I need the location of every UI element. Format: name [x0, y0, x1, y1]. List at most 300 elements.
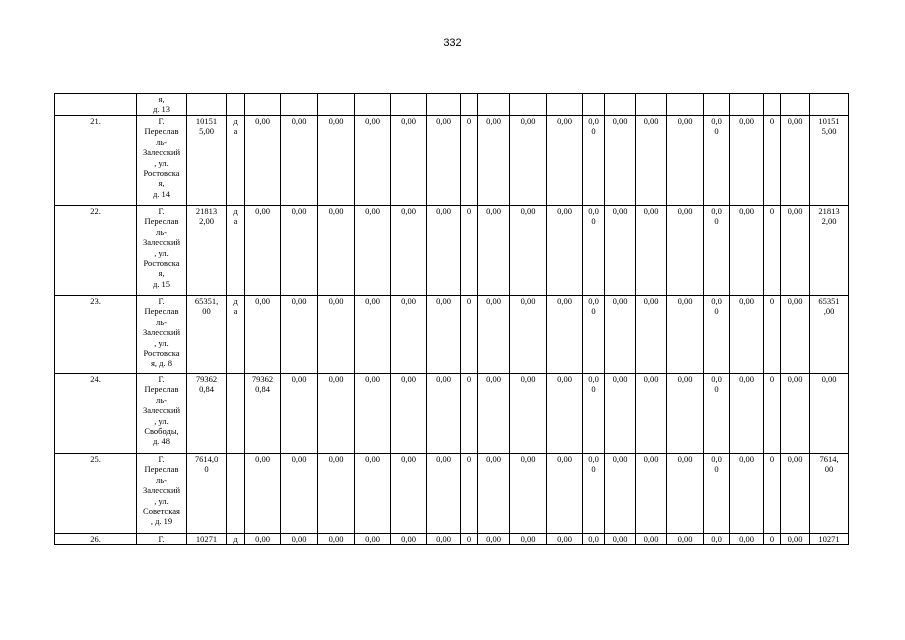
- value-cell: [478, 206, 510, 296]
- value-cell: [355, 374, 391, 454]
- value-cell-line: 0,00: [677, 454, 693, 464]
- value-cell-line: 0,0: [711, 534, 722, 544]
- value-cell-line: 0,00: [739, 374, 754, 384]
- value-cell: [318, 206, 355, 296]
- area-cell-line: 0,84: [199, 384, 214, 395]
- address-cell-line: Г.: [158, 534, 165, 544]
- value-cell: [547, 206, 583, 296]
- area-cell-line: 2,00: [199, 216, 214, 227]
- value-cell-line: 0,00: [365, 454, 380, 464]
- value-cell: [461, 374, 478, 454]
- value-cell-line: 0,00: [520, 116, 536, 126]
- value-cell-line: 0,00: [677, 206, 693, 216]
- value-cell-line: 0: [769, 454, 775, 464]
- value-cell: [391, 94, 427, 116]
- value-cell-line: 0,00: [365, 374, 380, 384]
- value-cell: [704, 116, 730, 206]
- row-number-cell: [55, 296, 137, 374]
- value-cell-line: 0,0: [588, 116, 599, 126]
- address-cell-line: Залесский: [142, 147, 181, 158]
- area-cell-line: 10271: [195, 534, 218, 544]
- value-cell-line: 0,00: [612, 374, 628, 384]
- flag-cell: [227, 206, 245, 296]
- value-cell-line: 0,0: [588, 374, 599, 384]
- value-cell-line: 0,00: [739, 534, 754, 544]
- address-cell-line: ль-: [156, 316, 167, 327]
- row-number-cell: [55, 116, 137, 206]
- value-cell-line: 0,00: [557, 454, 572, 464]
- value-cell: [583, 454, 605, 534]
- value-cell: [510, 296, 547, 374]
- flag-cell-line: д: [233, 296, 238, 306]
- value-cell: [318, 296, 355, 374]
- row-number-cell: [55, 206, 137, 296]
- value-cell-line: 0,0: [711, 296, 722, 306]
- value-cell: [245, 296, 281, 374]
- address-cell: [137, 116, 187, 206]
- value-cell: [730, 206, 764, 296]
- value-cell: [781, 296, 810, 374]
- area-cell: [187, 206, 227, 296]
- value-cell-line: 0,00: [255, 534, 270, 544]
- address-cell-line: Залесский: [142, 237, 181, 248]
- value-cell-line: 0: [769, 116, 775, 126]
- value-cell: [391, 534, 427, 545]
- value-cell-line: 0,00: [520, 374, 536, 384]
- value-cell-line: 0,00: [486, 206, 501, 216]
- area-cell: [187, 296, 227, 374]
- address-cell-line: Советская: [143, 506, 180, 517]
- value-cell: [667, 296, 704, 374]
- value-cell: [704, 374, 730, 454]
- value-cell-line: 0,00: [401, 206, 416, 216]
- value-cell: [281, 94, 318, 116]
- value-cell: [245, 206, 281, 296]
- flag-cell-line: д: [233, 116, 238, 126]
- value-cell: [510, 116, 547, 206]
- value-cell-line: 0: [591, 384, 596, 395]
- value-cell: [355, 206, 391, 296]
- value-cell-line: 0: [714, 126, 719, 137]
- flag-cell: [227, 116, 245, 206]
- value-cell: [730, 94, 764, 116]
- value-cell-line: 0,00: [486, 374, 501, 384]
- value-cell: [461, 116, 478, 206]
- total-cell-line: 2,00: [821, 216, 837, 227]
- value-cell: [704, 94, 730, 116]
- value-cell: [583, 374, 605, 454]
- flag-cell: [227, 94, 245, 116]
- value-cell-line: 0,00: [255, 116, 270, 126]
- value-cell-line: 0,00: [739, 296, 754, 306]
- value-cell-line: 0,00: [291, 534, 307, 544]
- value-cell: [355, 534, 391, 545]
- row-number-cell-line: 25.: [90, 454, 101, 464]
- value-cell-line: 0,00: [557, 296, 572, 306]
- value-cell-line: 0,00: [255, 454, 270, 464]
- address-cell-line: , д. 19: [150, 516, 173, 527]
- value-cell: [318, 116, 355, 206]
- value-cell: [764, 374, 781, 454]
- value-cell: [667, 374, 704, 454]
- total-cell-line: 10151: [818, 116, 840, 126]
- value-cell: [730, 374, 764, 454]
- total-cell-line: 7614,: [819, 454, 839, 464]
- address-cell-line: Ростовска: [143, 348, 180, 359]
- value-cell: [245, 454, 281, 534]
- value-cell: [427, 534, 461, 545]
- value-cell: [547, 374, 583, 454]
- value-cell-line: 0,00: [436, 206, 451, 216]
- address-cell: [137, 206, 187, 296]
- value-cell-line: 0: [591, 306, 596, 317]
- address-cell-line: , ул.: [154, 337, 169, 348]
- total-cell: [810, 94, 849, 116]
- area-cell: [187, 94, 227, 116]
- value-cell: [583, 296, 605, 374]
- value-cell: [427, 206, 461, 296]
- address-cell: [137, 534, 187, 545]
- value-cell: [636, 206, 667, 296]
- value-cell-line: 0,00: [643, 206, 659, 216]
- value-cell-line: 0,00: [328, 206, 344, 216]
- address-cell-line: я, д. 8: [151, 358, 172, 369]
- value-cell: [667, 94, 704, 116]
- value-cell-line: 0,00: [486, 454, 501, 464]
- area-cell-line: 5,00: [199, 126, 214, 137]
- address-cell-line: д. 13: [152, 104, 171, 115]
- value-cell-line: 0: [714, 216, 719, 227]
- address-cell-line: , ул.: [154, 247, 169, 258]
- value-cell: [427, 116, 461, 206]
- value-cell-line: 0,00: [520, 296, 536, 306]
- value-cell: [667, 534, 704, 545]
- value-cell-line: 0,00: [787, 116, 803, 126]
- address-cell-line: Залесский: [142, 405, 181, 416]
- value-cell: [318, 534, 355, 545]
- value-cell: [704, 206, 730, 296]
- value-cell-line: 0: [714, 384, 719, 395]
- value-cell: [781, 94, 810, 116]
- total-cell-line: 65351: [818, 296, 840, 306]
- flag-cell-line: а: [233, 126, 238, 137]
- value-cell-line: 0,00: [612, 534, 628, 544]
- value-cell-line: 0,00: [643, 296, 659, 306]
- value-cell-line: 0: [591, 216, 596, 227]
- address-cell-line: ль-: [156, 394, 167, 405]
- value-cell: [764, 94, 781, 116]
- address-cell-line: Г.: [158, 296, 165, 306]
- address-cell-line: я,: [158, 178, 165, 189]
- value-cell: [245, 94, 281, 116]
- value-cell: [281, 454, 318, 534]
- table-row: [55, 206, 849, 296]
- value-cell-line: 0,00: [787, 454, 803, 464]
- value-cell: [730, 454, 764, 534]
- value-cell: [781, 116, 810, 206]
- value-cell-line: 0,0: [711, 454, 722, 464]
- value-cell: [391, 374, 427, 454]
- address-cell-line: Г.: [158, 116, 165, 126]
- value-cell-line: 0,00: [436, 116, 451, 126]
- address-cell-line: Ростовска: [143, 168, 180, 179]
- value-cell-line: 0,00: [436, 296, 451, 306]
- value-cell: [391, 206, 427, 296]
- total-cell: [810, 534, 849, 545]
- value-cell-line: 0,00: [401, 534, 416, 544]
- value-cell-line: 0,00: [328, 534, 344, 544]
- value-cell: [636, 374, 667, 454]
- value-cell: [245, 534, 281, 545]
- value-cell-line: 0,0: [588, 534, 599, 544]
- address-cell-line: , ул.: [154, 415, 169, 426]
- value-cell: [764, 296, 781, 374]
- address-cell-line: , ул.: [154, 495, 169, 506]
- value-cell-line: 0,00: [739, 116, 754, 126]
- value-cell: [605, 116, 636, 206]
- value-cell-line: 0,00: [557, 206, 572, 216]
- address-cell-line: ль-: [156, 226, 167, 237]
- value-cell: [547, 454, 583, 534]
- value-cell: [461, 534, 478, 545]
- address-cell: [137, 94, 187, 116]
- value-cell: [636, 534, 667, 545]
- address-cell-line: ль-: [156, 136, 167, 147]
- value-cell-line: 0: [769, 374, 775, 384]
- total-cell: [810, 454, 849, 534]
- flag-cell-line: д: [233, 534, 238, 544]
- address-cell-line: Ростовска: [143, 258, 180, 269]
- value-cell-line: 0: [466, 374, 472, 384]
- address-cell-line: , ул.: [154, 157, 169, 168]
- value-cell: [583, 94, 605, 116]
- value-cell: [478, 116, 510, 206]
- value-cell: [391, 116, 427, 206]
- total-cell-line: 5,00: [821, 126, 837, 137]
- value-cell-line: 0: [466, 296, 472, 306]
- value-cell: [355, 116, 391, 206]
- value-cell: [281, 374, 318, 454]
- address-cell-line: Залесский: [142, 485, 181, 496]
- value-cell-line: 0,00: [486, 534, 501, 544]
- value-cell: [547, 116, 583, 206]
- value-cell-line: 0,0: [711, 374, 722, 384]
- value-cell: [318, 94, 355, 116]
- value-cell-line: 0,00: [787, 534, 803, 544]
- value-cell: [318, 374, 355, 454]
- address-cell-line: д. 48: [152, 436, 171, 447]
- value-cell: [781, 454, 810, 534]
- value-cell-line: 0: [769, 206, 775, 216]
- value-cell: [478, 534, 510, 545]
- value-cell-line: 0,00: [486, 116, 501, 126]
- total-cell-line: 0,00: [821, 374, 837, 384]
- value-cell: [781, 374, 810, 454]
- value-cell-line: 0,00: [643, 116, 659, 126]
- value-cell-line: 0: [769, 534, 775, 544]
- row-number-cell-line: 24.: [90, 374, 101, 384]
- total-cell-line: ,00: [823, 306, 835, 317]
- area-cell: [187, 454, 227, 534]
- flag-cell: [227, 534, 245, 545]
- value-cell-line: 0,00: [365, 296, 380, 306]
- value-cell-line: 0,00: [643, 534, 659, 544]
- value-cell-line: 0,00: [557, 116, 572, 126]
- value-cell: [355, 296, 391, 374]
- address-cell-line: Г.: [158, 374, 165, 384]
- table-row: [55, 296, 849, 374]
- value-cell: [605, 296, 636, 374]
- row-number-cell-line: 22.: [90, 206, 101, 216]
- value-cell-line: 0: [466, 206, 472, 216]
- value-cell: [764, 206, 781, 296]
- value-cell-line: 0,00: [436, 374, 451, 384]
- value-cell-line: 0,00: [436, 454, 451, 464]
- row-number-cell: [55, 454, 137, 534]
- value-cell-line: 0,00: [557, 534, 572, 544]
- value-cell-line: 0,00: [401, 116, 416, 126]
- value-cell-line: 0,0: [588, 206, 599, 216]
- value-cell-line: 0,00: [328, 454, 344, 464]
- value-cell: [547, 534, 583, 545]
- row-number-cell: [55, 534, 137, 545]
- value-cell: [667, 116, 704, 206]
- value-cell: [636, 94, 667, 116]
- value-cell-line: 0: [466, 454, 472, 464]
- value-cell: [636, 116, 667, 206]
- value-cell-line: 0,0: [711, 206, 722, 216]
- value-cell-line: 0,84: [255, 384, 270, 395]
- value-cell: [547, 296, 583, 374]
- value-cell-line: 0,00: [255, 296, 270, 306]
- value-cell: [510, 374, 547, 454]
- address-cell-line: Залесский: [142, 327, 181, 338]
- table-row: [55, 116, 849, 206]
- value-cell-line: 0,00: [520, 454, 536, 464]
- value-cell: [281, 534, 318, 545]
- area-cell-line: 7614,0: [194, 454, 219, 464]
- value-cell: [730, 116, 764, 206]
- value-cell-line: 0,00: [677, 534, 693, 544]
- value-cell-line: 0,00: [365, 116, 380, 126]
- value-cell: [281, 206, 318, 296]
- address-cell-line: Переслав: [144, 216, 179, 227]
- value-cell: [318, 454, 355, 534]
- value-cell-line: 0,00: [787, 374, 803, 384]
- table-row: [55, 534, 849, 545]
- value-cell-line: 0,00: [291, 374, 307, 384]
- value-cell-line: 0: [714, 306, 719, 317]
- address-cell: [137, 454, 187, 534]
- area-cell: [187, 374, 227, 454]
- value-cell-line: 0: [466, 534, 472, 544]
- value-cell: [427, 374, 461, 454]
- data-table: [54, 93, 849, 545]
- value-cell: [391, 454, 427, 534]
- value-cell: [510, 206, 547, 296]
- value-cell: [730, 296, 764, 374]
- value-cell-line: 0,00: [677, 296, 693, 306]
- value-cell-line: 0: [466, 116, 472, 126]
- area-cell-line: 0: [204, 464, 209, 475]
- value-cell: [764, 454, 781, 534]
- value-cell-line: 0,00: [291, 296, 307, 306]
- value-cell-line: 0,00: [365, 206, 380, 216]
- table-row: [55, 454, 849, 534]
- value-cell-line: 0,00: [436, 534, 451, 544]
- value-cell-line: 0,00: [328, 116, 344, 126]
- value-cell: [583, 534, 605, 545]
- area-cell-line: 00: [202, 306, 211, 317]
- value-cell: [281, 296, 318, 374]
- value-cell-line: 0,00: [612, 296, 628, 306]
- area-cell: [187, 534, 227, 545]
- value-cell: [730, 534, 764, 545]
- area-cell-line: 21813: [195, 206, 218, 216]
- value-cell: [583, 206, 605, 296]
- flag-cell: [227, 454, 245, 534]
- value-cell: [461, 94, 478, 116]
- value-cell: [478, 296, 510, 374]
- flag-cell: [227, 374, 245, 454]
- value-cell-line: 0,00: [291, 116, 307, 126]
- value-cell-line: 0,00: [401, 374, 416, 384]
- value-cell-line: 0,00: [787, 206, 803, 216]
- value-cell: [355, 454, 391, 534]
- value-cell: [781, 206, 810, 296]
- flag-cell: [227, 296, 245, 374]
- value-cell-line: 0,00: [739, 454, 754, 464]
- total-cell: [810, 116, 849, 206]
- address-cell-line: д. 14: [152, 188, 171, 199]
- value-cell-line: 0: [769, 296, 775, 306]
- value-cell-line: 0,00: [677, 374, 693, 384]
- value-cell: [636, 454, 667, 534]
- value-cell: [355, 94, 391, 116]
- value-cell: [245, 374, 281, 454]
- row-number-cell-line: 26.: [90, 534, 101, 544]
- address-cell-line: Переслав: [144, 306, 179, 317]
- value-cell-line: 0,00: [787, 296, 803, 306]
- value-cell-line: 0,00: [612, 206, 628, 216]
- value-cell-line: 0,00: [612, 116, 628, 126]
- address-cell-line: ль-: [156, 474, 167, 485]
- value-cell: [461, 296, 478, 374]
- value-cell-line: 0,00: [557, 374, 572, 384]
- value-cell-line: 0,00: [401, 296, 416, 306]
- row-number-cell: [55, 374, 137, 454]
- value-cell-line: 0,00: [365, 534, 380, 544]
- value-cell-line: 0: [714, 464, 719, 475]
- table-row: [55, 374, 849, 454]
- value-cell-line: 0,00: [328, 374, 344, 384]
- address-cell: [137, 374, 187, 454]
- flag-cell-line: д: [233, 206, 238, 216]
- area-cell-line: 65351,: [194, 296, 219, 306]
- value-cell-line: 0,00: [401, 454, 416, 464]
- value-cell: [704, 296, 730, 374]
- flag-cell-line: а: [233, 306, 238, 317]
- address-cell-line: Переслав: [144, 464, 179, 475]
- value-cell: [478, 94, 510, 116]
- value-cell: [427, 296, 461, 374]
- value-cell-line: 0,00: [520, 534, 536, 544]
- address-cell-line: я,: [158, 268, 165, 279]
- value-cell-line: 0: [591, 464, 596, 475]
- value-cell-line: 0,00: [486, 296, 501, 306]
- address-cell-line: д. 15: [152, 278, 171, 289]
- value-cell: [461, 206, 478, 296]
